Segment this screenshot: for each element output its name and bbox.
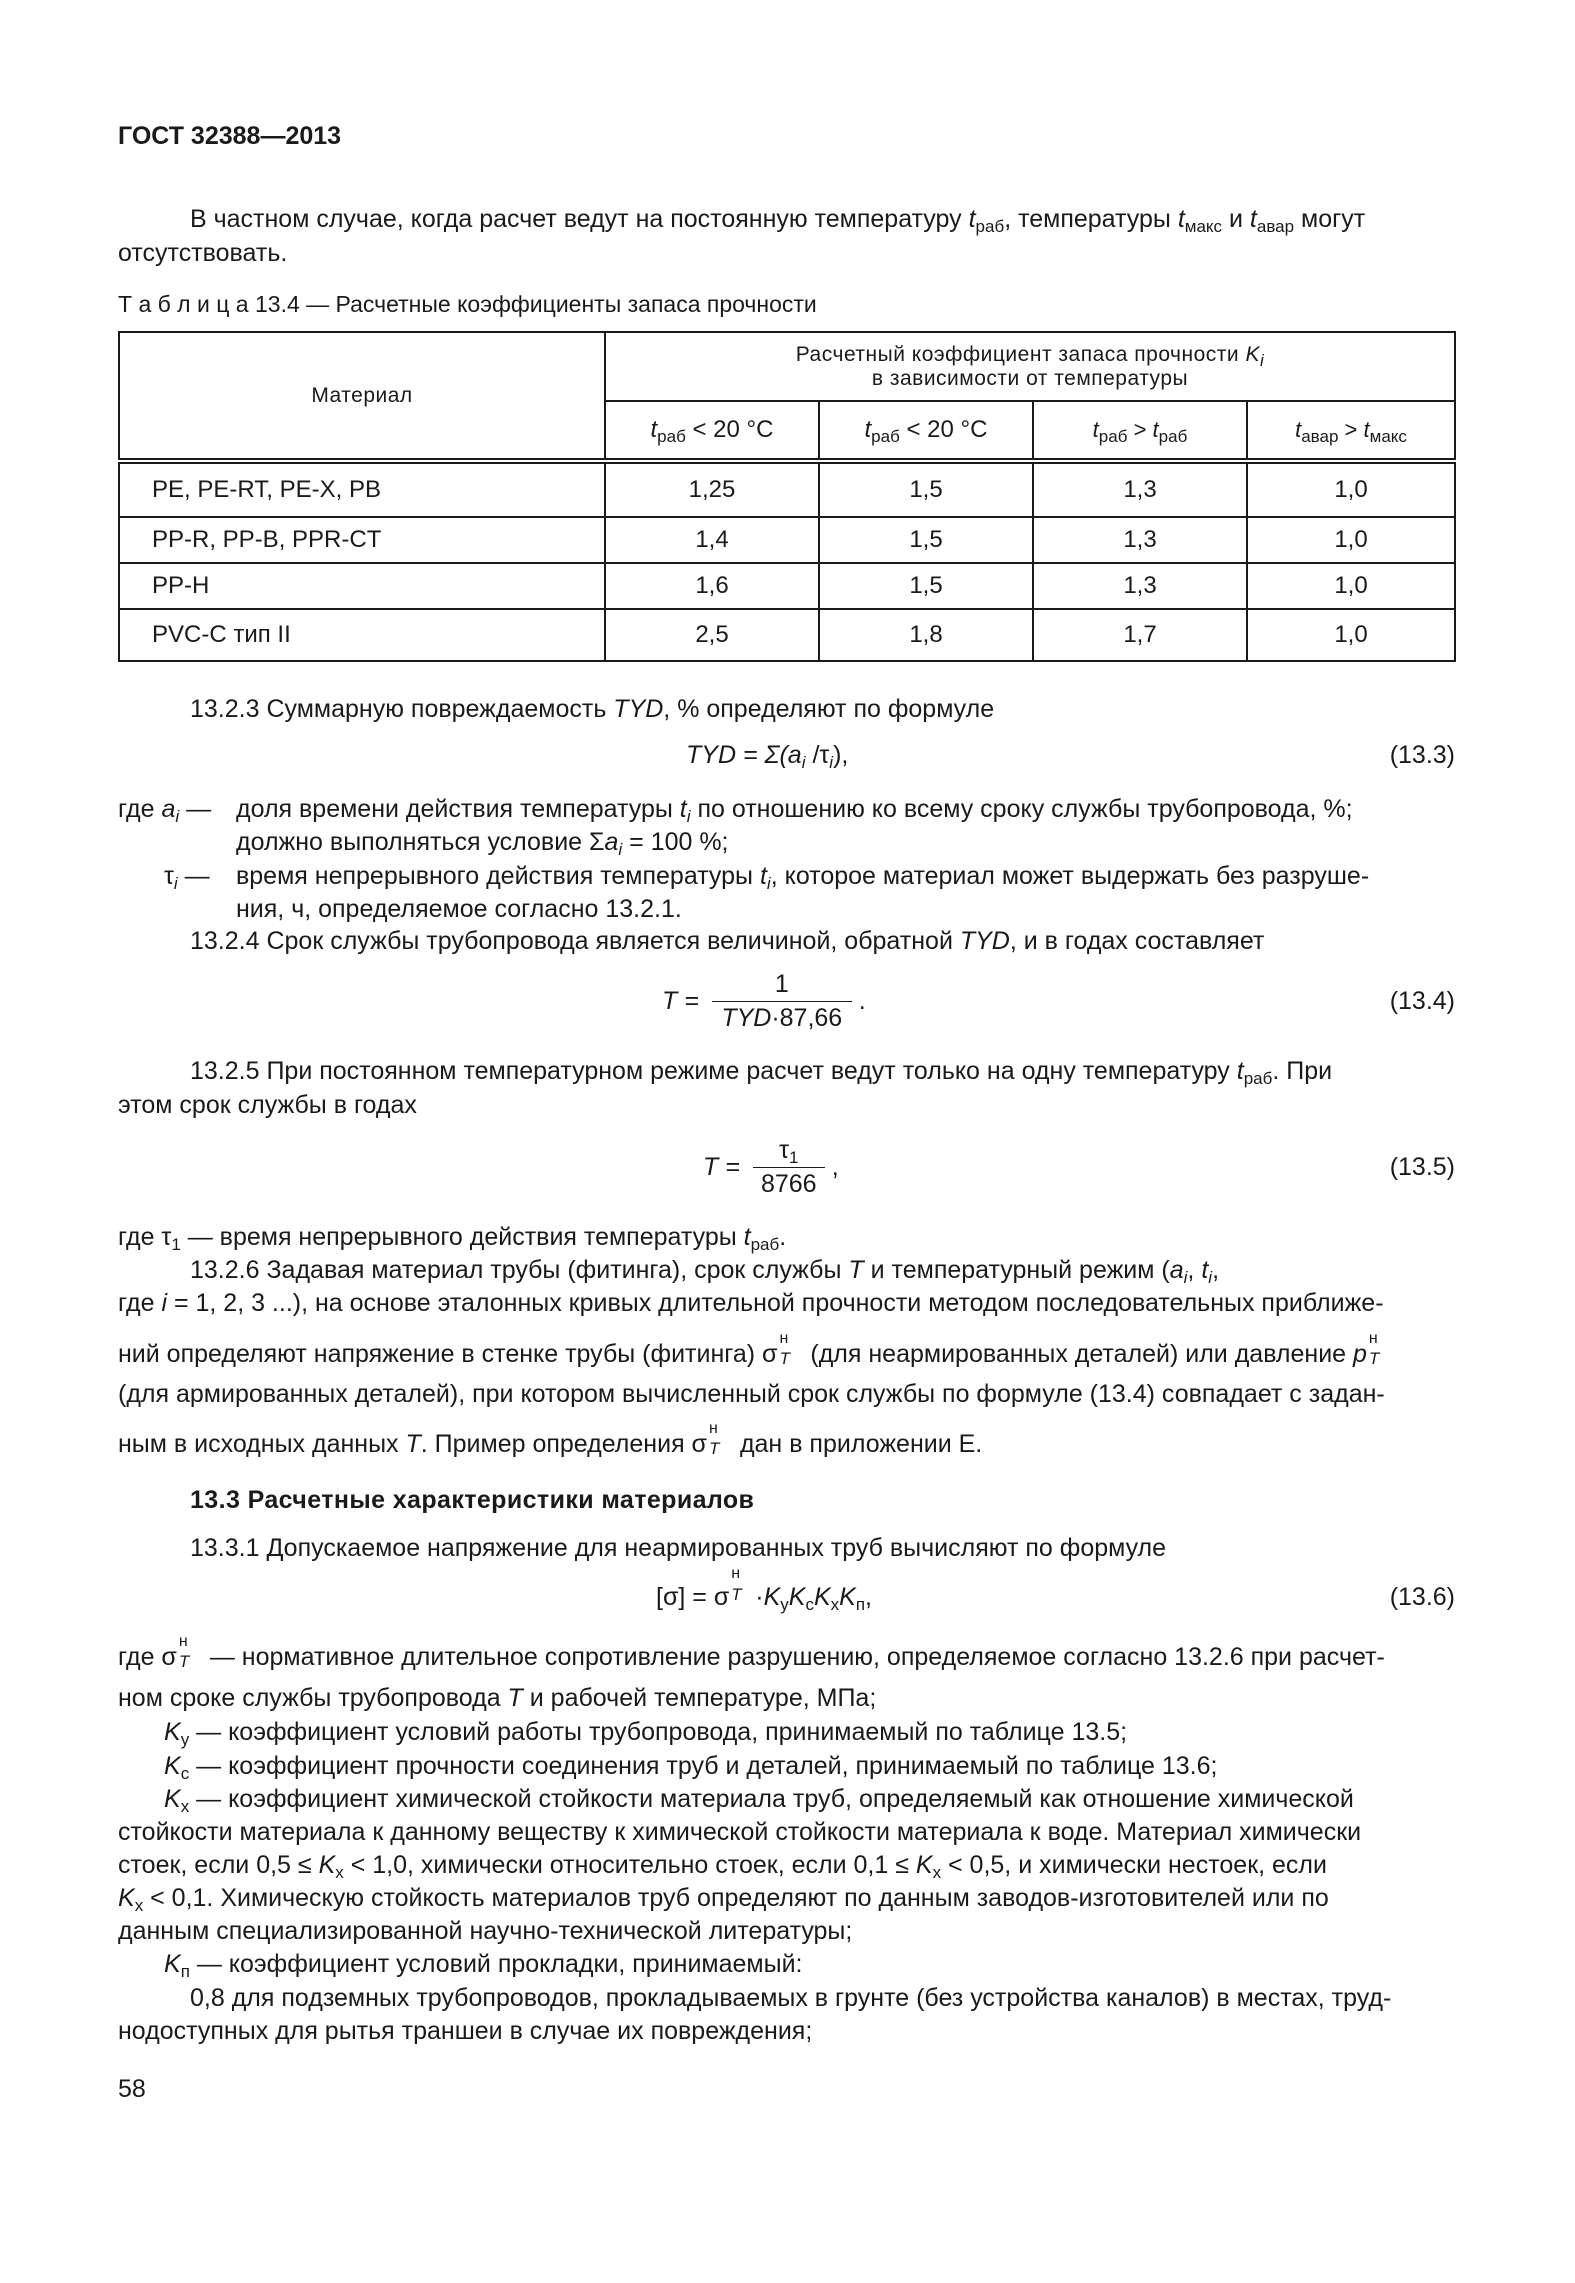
header-temp-3: $t_{раб} > t_{раб}$ xyxy=(1033,401,1247,461)
header-temp-1: $t_{раб} < 20$ °C xyxy=(605,401,819,461)
cell-value: 1,3 xyxy=(1033,461,1247,517)
cell-value: 1,0 xyxy=(1247,461,1455,517)
cell-value: 1,6 xyxy=(605,563,819,609)
cell-value: 1,0 xyxy=(1247,609,1455,661)
cell-material: PVC-C тип II xyxy=(119,609,605,661)
fraction-denominator: TYD·87,66 xyxy=(721,1004,843,1032)
header-temp-2: $t_{раб} < 20$ °C xyxy=(819,401,1033,461)
section-13-2-5-line2: этом срок службы в годах xyxy=(118,1091,417,1119)
formula-13-6: [σ] = σ н T $\cdot K_уK_cK_xK_п$, xyxy=(656,1565,872,1614)
cell-value: 1,25 xyxy=(605,461,819,517)
cell-value: 1,5 xyxy=(819,517,1033,563)
cell-value: 2,5 xyxy=(605,609,819,661)
section-13-2-6-line2: где i = 1, 2, 3 ...), на основе эталонных кривых длительной прочности методом последовательных приближе- xyxy=(118,1289,1384,1317)
where-kp-line3: нодоступных для рытья траншеи в случае их повреждения; xyxy=(118,2017,813,2045)
equation-number-13-3: (13.3) xyxy=(1389,741,1455,769)
where-kx-line3: стоек, если $0,5 \le K_х < 1,0$, химически относительно стоек, если $0,1 \le K_х < 0,5$, и химически нестоек, если xyxy=(118,1851,1327,1882)
intro-paragraph: В частном случае, когда расчет ведут на постоянную температуру $t_{раб}$, температуры $t_{макс}$ и $t_{авар}$ могут xyxy=(190,205,1366,236)
equation-number-13-5: (13.5) xyxy=(1389,1153,1455,1181)
section-13-2-4: 13.2.4 Срок службы трубопровода является величиной, обратной TYD, и в годах составляет xyxy=(190,927,1265,955)
section-13-2-3: 13.2.3 Суммарную повреждаемость TYD, % определяют по формуле xyxy=(190,695,995,723)
table-row xyxy=(119,563,1455,609)
header-material: Материал xyxy=(119,332,605,461)
table-row xyxy=(119,609,1455,661)
cell-material: PP-R, PP-B, PPR-CT xyxy=(119,517,605,563)
fraction-numerator: 1 xyxy=(712,970,852,1002)
where-a-label: где $a_i$ — xyxy=(118,795,212,826)
where-tau-text-line2: ния, ч, определяемое согласно 13.2.1. xyxy=(236,895,682,923)
where-kc: $K_с$ — коэффициент прочности соединения труб и деталей, принимаемый по таблице 13.6; xyxy=(164,1752,1218,1783)
section-13-2-6-line3: ний определяют напряжение в стенке трубы (фитинга) σ н T (для неармированных деталей) или давление p н T xyxy=(118,1330,1380,1368)
where-tau-label: $\tau_i$ — xyxy=(164,862,210,893)
coefficients-table xyxy=(118,331,1456,662)
where-a-text: доля времени действия температуры $t_i$ по отношению ко всему сроку службы трубопровода, %; xyxy=(236,795,1353,826)
where-sigma-line2: ном сроке службы трубопровода T и рабочей температуре, МПа; xyxy=(118,1684,877,1712)
formula-13-5: T = $\frac{\tau_1}{8766}$ , xyxy=(703,1136,839,1198)
formula-13-4: T = $\frac{1}{\text{TYD·87,66}}$ . xyxy=(662,970,866,1032)
where-a-text-line2: должно выполняться условие $\Sigma a_i = 100$ %; xyxy=(236,828,729,859)
equation-number-13-6: (13.6) xyxy=(1389,1583,1455,1611)
document-header: ГОСТ 32388—2013 xyxy=(118,122,342,150)
cell-value: 1,7 xyxy=(1033,609,1247,661)
cell-value: 1,8 xyxy=(819,609,1033,661)
cell-material: PP-H xyxy=(119,563,605,609)
where-kx: $K_х$ — коэффициент химической стойкости материала труб, определяемый как отношение химической xyxy=(164,1785,1354,1816)
section-13-2-6-line4: (для армированных деталей), при котором вычисленный срок службы по формуле (13.4) совпадает с задан- xyxy=(118,1380,1385,1408)
cell-value: 1,5 xyxy=(819,461,1033,517)
fraction-numerator: $\tau_1$ xyxy=(753,1136,825,1168)
where-kx-line5: данным специализированной научно-технической литературы; xyxy=(118,1917,853,1945)
header-temp-4: $t_{авар} > t_{макс}$ xyxy=(1247,401,1455,461)
table-row xyxy=(119,461,1455,517)
table-caption: Т а б л и ц а 13.4 — Расчетные коэффициенты запаса прочности xyxy=(118,291,817,317)
where-tau-text: время непрерывного действия температуры $t_i$, которое материал может выдержать без разруше- xyxy=(236,862,1370,893)
header-coefficient-group: Расчетный коэффициент запаса прочности $K_i$ в зависимости от температуры xyxy=(605,332,1455,401)
cell-value: 1,5 xyxy=(819,563,1033,609)
where-sigma: где σ н T — нормативное длительное сопротивление разрушению, определяемое согласно 13.2.6 при расчет- xyxy=(118,1633,1385,1671)
where-kp-line2: 0,8 для подземных трубопроводов, прокладываемых в грунте (без устройства каналов) в местах, труд- xyxy=(190,1984,1392,2012)
section-13-2-6-line5: ным в исходных данных T. Пример определения σ н T дан в приложении Е. xyxy=(118,1420,983,1458)
where-kx-line2: стойкости материала к данному веществу к химической стойкости материала к воде. Материал химически xyxy=(118,1818,1362,1846)
where-kp: $K_п$ — коэффициент условий прокладки, принимаемый: xyxy=(164,1950,803,1981)
section-13-3-title: 13.3 Расчетные характеристики материалов xyxy=(190,1486,755,1514)
section-13-2-6: 13.2.6 Задавая материал трубы (фитинга), срок службы T и температурный режим ($a_i$, $t_i$, xyxy=(190,1256,1220,1287)
section-13-3-1: 13.3.1 Допускаемое напряжение для неармированных труб вычисляют по формуле xyxy=(190,1534,1167,1562)
section-13-2-5: 13.2.5 При постоянном температурном режиме расчет ведут только на одну температуру $t_{раб}$. При xyxy=(190,1057,1333,1088)
equation-number-13-4: (13.4) xyxy=(1389,987,1455,1015)
cell-value: 1,3 xyxy=(1033,517,1247,563)
cell-value: 1,0 xyxy=(1247,563,1455,609)
cell-value: 1,0 xyxy=(1247,517,1455,563)
formula-13-3: TYD = $\Sigma(a_i$ $/\tau_i$), xyxy=(686,741,849,772)
where-kx-line4: $K_х < 0,1$. Химическую стойкость материалов труб определяют по данным заводов-изготовителей или по xyxy=(118,1884,1329,1915)
intro-paragraph-line2: отсутствовать. xyxy=(118,239,288,267)
fraction-denominator: 8766 xyxy=(760,1170,817,1198)
where-tau1: где $\tau_1$ — время непрерывного действия температуры $t_{раб}$. xyxy=(118,1223,787,1254)
where-ky: $K_у$ — коэффициент условий работы трубопровода, принимаемый по таблице 13.5; xyxy=(164,1718,1128,1749)
table-row xyxy=(119,517,1455,563)
cell-material: PE, PE-RT, PE-X, PB xyxy=(119,461,605,517)
page-number: 58 xyxy=(118,2075,146,2103)
cell-value: 1,4 xyxy=(605,517,819,563)
cell-value: 1,3 xyxy=(1033,563,1247,609)
